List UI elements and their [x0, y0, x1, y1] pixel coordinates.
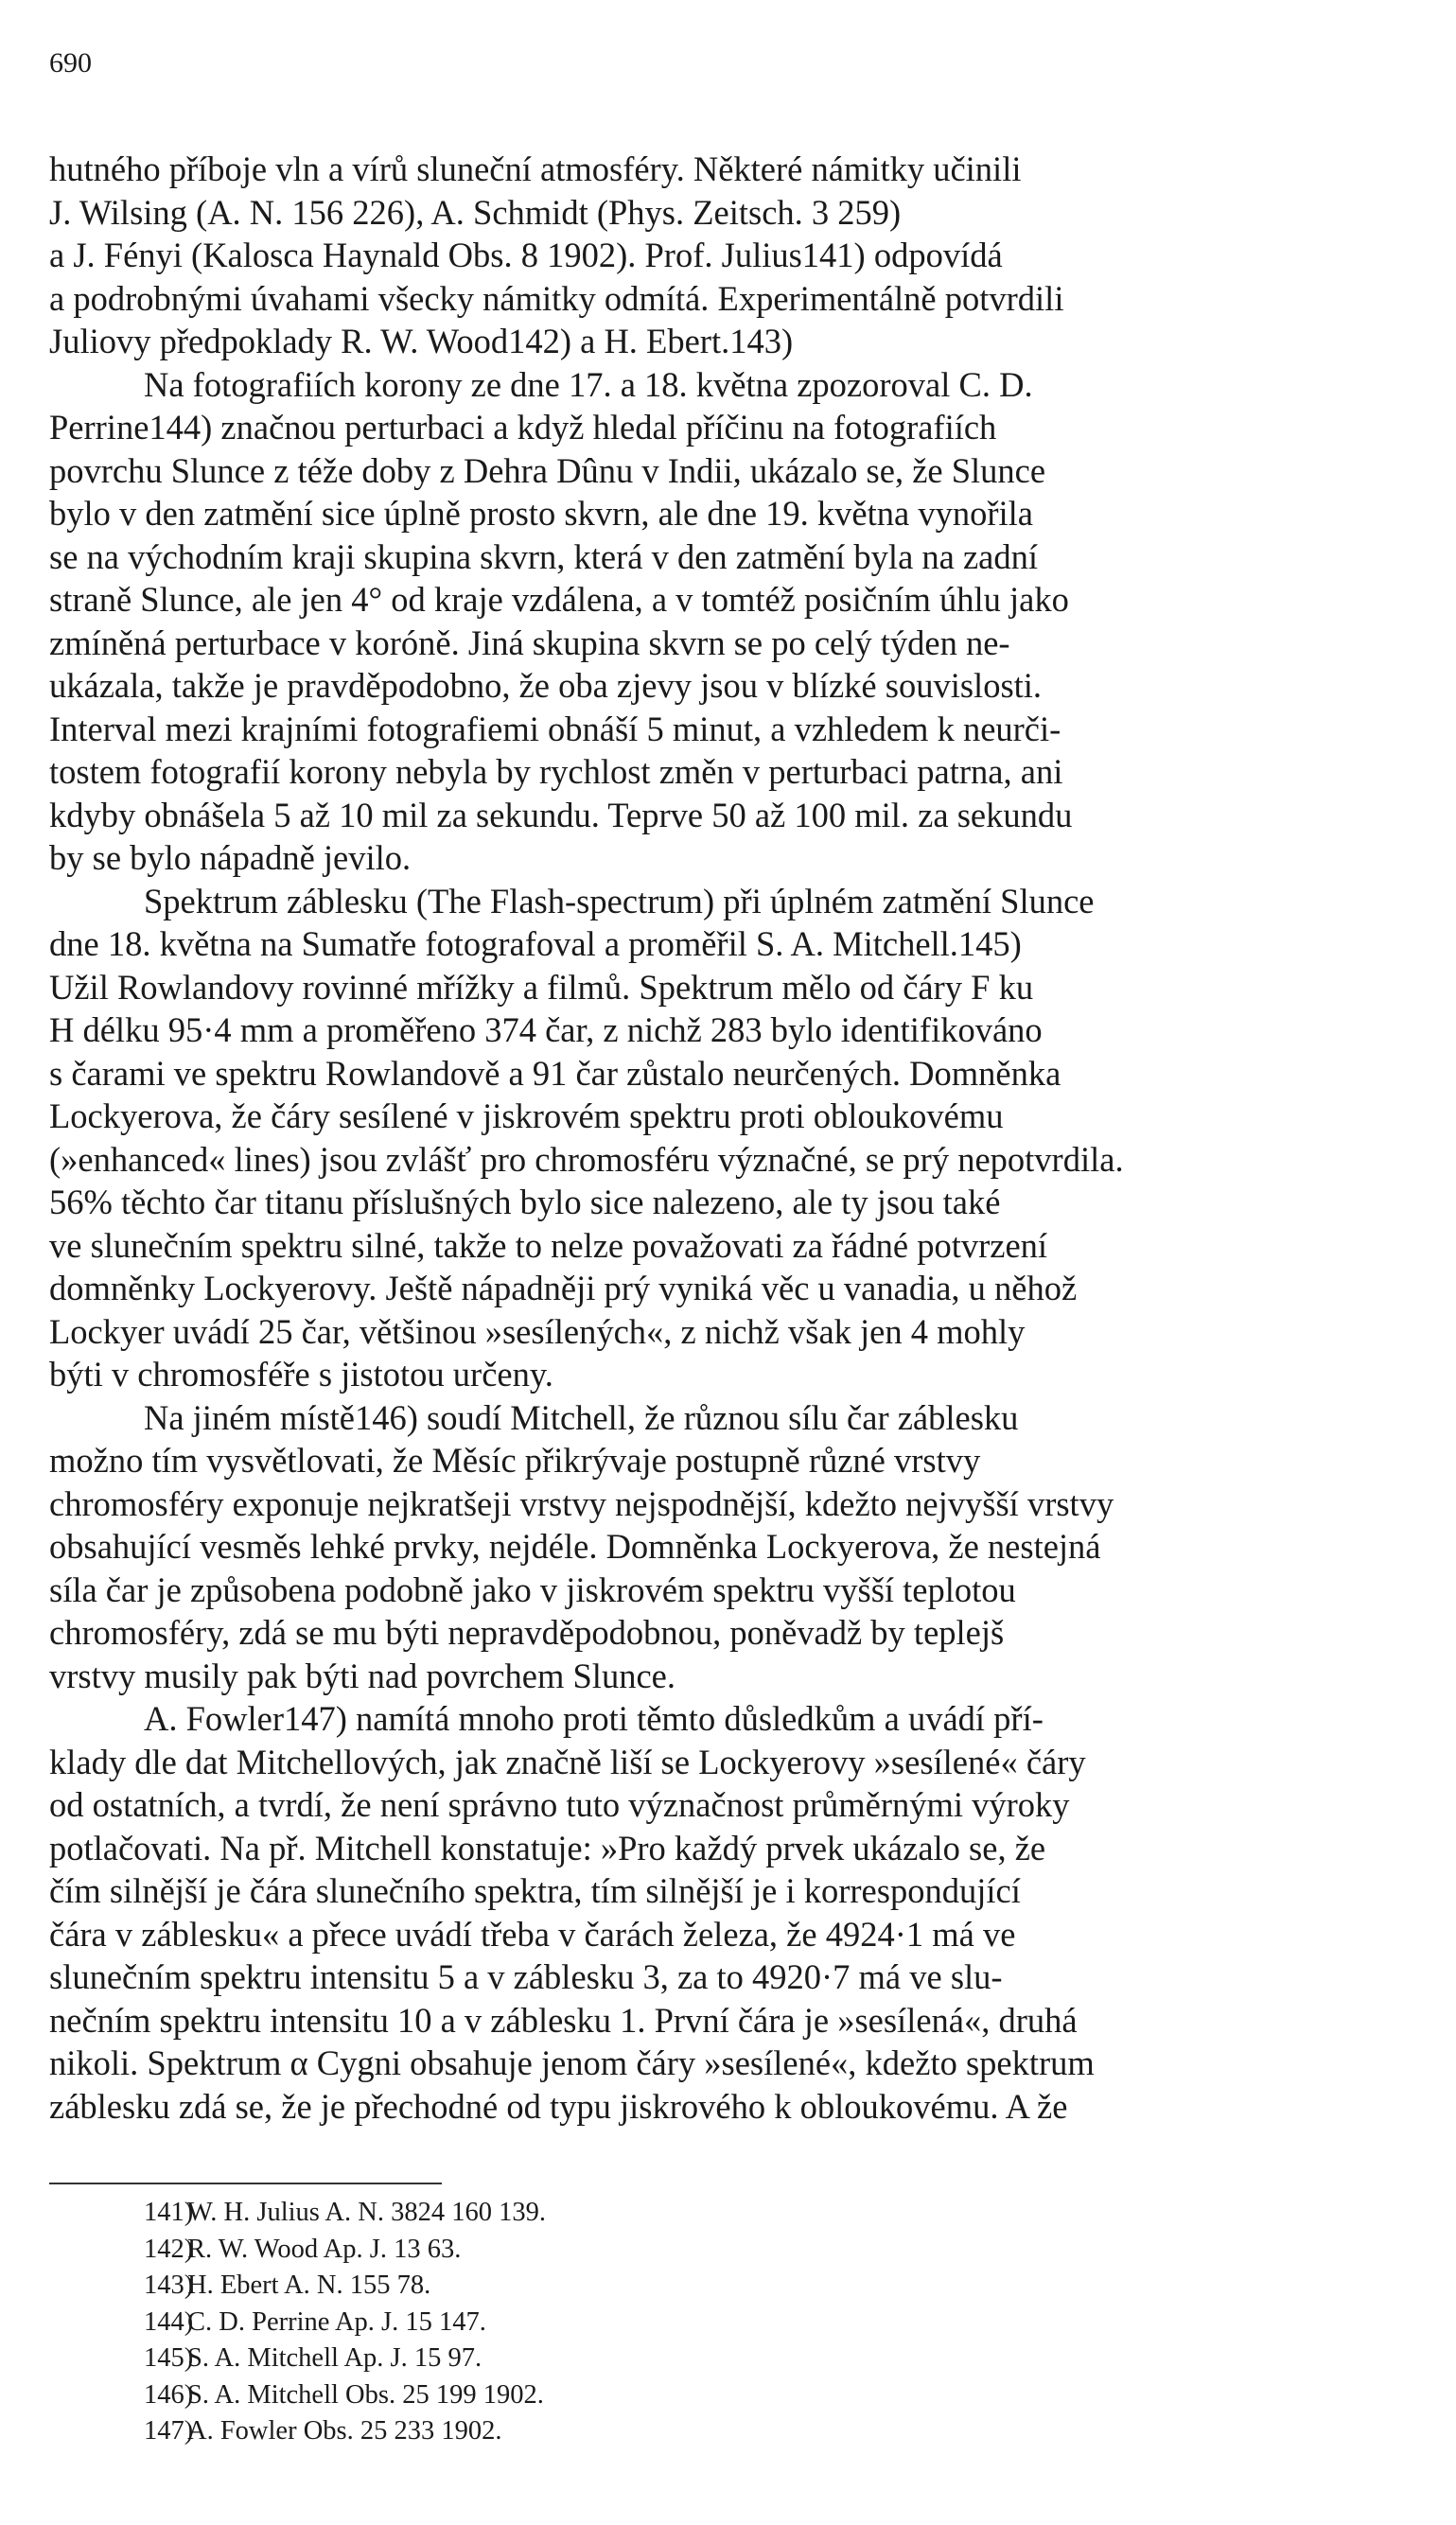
text-line: hutného příboje vln a vírů sluneční atmosféry. Některé námitky učinili: [49, 149, 1022, 188]
text-line: a podrobnými úvahami všecky námitky odmítá. Experimentálně potvrdili: [49, 278, 1064, 318]
text-line: Perrine144) značnou perturbaci a když hledal příčinu na fotografiích: [49, 408, 997, 447]
text-line: nečním spektru intensitu 10 a v záblesku 1. První čára je »sesílená«, druhá: [49, 2000, 1078, 2040]
text-line: tostem fotografií korony nebyla by rychlost změn v perturbaci patrna, ani: [49, 752, 1063, 791]
text-line: vrstvy musily pak býti nad povrchem Slunce.: [49, 1656, 675, 1695]
text-line: klady dle dat Mitchellových, jak značně liší se Lockyerovy »sesílené« čáry: [49, 1742, 1086, 1781]
footnote-text: A. Fowler Obs. 25 233 1902.: [187, 2416, 502, 2446]
text-line: se na východním kraji skupina skvrn, která v den zatmění byla na zadní: [49, 536, 1039, 576]
text-line: 56% těchto čar titanu příslušných bylo sice nalezeno, ale ty jsou také: [49, 1183, 1001, 1221]
text-line: bylo v den zatmění sice úplně prosto skvrn, ale dne 19. května vynořila: [49, 494, 1033, 533]
footnote: [144, 2377, 995, 2414]
text-line: obsahující vesměs lehké prvky, nejdéle. Domněnka Lockyerova, že nestejná: [49, 1527, 1101, 1566]
text-line: J. Wilsing (A. N. 156 226), A. Schmidt (Phys. Zeitsch. 3 259): [49, 192, 902, 232]
text-line: zmíněná perturbace v koróně. Jiná skupina skvrn se po celý týden ne-: [49, 622, 1010, 662]
text-line: povrchu Slunce z téže doby z Dehra Dûnu v Indii, ukázalo se, že Slunce: [49, 450, 1046, 490]
footnote-number: 141): [144, 2198, 194, 2227]
text-line: možno tím vysvětlovati, že Měsíc přikrývaje postupně různé vrstvy: [49, 1441, 981, 1480]
footnote-number: 147): [144, 2416, 194, 2446]
text-line: Na fotografiích korony ze dne 17. a 18. května zpozoroval C. D.: [144, 364, 1033, 404]
footnote: [144, 2232, 995, 2269]
text-line: záblesku zdá se, že je přechodné od typu jiskrového k obloukovému. A že: [49, 2086, 1068, 2126]
page-number: 690: [49, 47, 92, 79]
footnote-text: S. A. Mitchell Ap. J. 15 97.: [187, 2343, 482, 2373]
text-line: domněnky Lockyerovy. Ještě nápadněji prý vyniká věc u vanadia, u něhož: [49, 1269, 1078, 1307]
text-line: by se bylo nápadně jevilo.: [49, 838, 412, 877]
footnote: [144, 2305, 995, 2341]
text-line: ukázala, takže je pravděpodobno, že oba zjevy jsou v blízké souvislosti.: [49, 666, 1043, 705]
text-line: síla čar je způsobena podobně jako v jiskrovém spektru vyšší teplotou: [49, 1569, 1016, 1609]
text-line: chromosféry, zdá se mu býti nepravděpodobnou, poněvadž by teplejš: [49, 1613, 1005, 1652]
footnote-number: 146): [144, 2379, 194, 2410]
text-line: Na jiném místě146) soudí Mitchell, že různou sílu čar záblesku: [144, 1397, 1019, 1437]
footnote: [144, 2413, 995, 2450]
text-line: Interval mezi krajními fotografiemi obnáší 5 minut, a vzhledem k neurči-: [49, 709, 1061, 748]
footnote-text: W. H. Julius A. N. 3824 160 139.: [187, 2198, 546, 2227]
footnote-number: 142): [144, 2234, 194, 2264]
text-line: (»enhanced« lines) jsou zvlášť pro chromosféru význačné, se prý nepotvrdila.: [49, 1139, 1124, 1179]
text-line: A. Fowler147) namítá mnoho proti těmto důsledkům a uvádí pří-: [144, 1699, 1044, 1738]
footnote-number: 144): [144, 2306, 194, 2337]
text-line: čím silnější je čára slunečního spektra, tím silnější je i korrespondující: [49, 1871, 1021, 1910]
text-line: nikoli. Spektrum α Cygni obsahuje jenom čáry »sesílené«, kdežto spektrum: [49, 2043, 1095, 2082]
text-line: Juliovy předpoklady R. W. Wood142) a H. Ebert.143): [49, 322, 794, 360]
footnote-divider: [49, 2183, 442, 2184]
text-line: kdyby obnášela 5 až 10 mil za sekundu. Teprve 50 až 100 mil. za sekundu: [49, 795, 1073, 834]
footnotes: [144, 2195, 995, 2450]
text-line: býti v chromosféře s jistotou určeny.: [49, 1355, 553, 1394]
text-line: chromosféry exponuje nejkratšeji vrstvy nejspodnější, kdežto nejvyšší vrstvy: [49, 1483, 1114, 1523]
text-line: a J. Fényi (Kalosca Haynald Obs. 8 1902). Prof. Julius141) odpovídá: [49, 236, 1003, 274]
body-text: [49, 148, 1415, 2128]
text-line: čára v záblesku« a přece uvádí třeba v čarách železa, že 4924·1 má ve: [49, 1914, 1016, 1954]
footnote: [144, 2195, 995, 2232]
text-line: s čarami ve spektru Rowlandově a 91 čar zůstalo neurčených. Domněnka: [49, 1053, 1061, 1093]
footnote-number: 143): [144, 2271, 194, 2300]
footnote: [144, 2341, 995, 2377]
footnote-text: S. A. Mitchell Obs. 25 199 1902.: [187, 2379, 544, 2410]
text-line: potlačovati. Na př. Mitchell konstatuje: »Pro každý prvek ukázalo se, že: [49, 1828, 1046, 1867]
text-line: H délku 95·4 mm a proměřeno 374 čar, z nichž 283 bylo identifikováno: [49, 1010, 1043, 1049]
footnote-text: C. D. Perrine Ap. J. 15 147.: [187, 2306, 486, 2337]
text-line: od ostatních, a tvrdí, že není správno tuto význačnost průměrnými výroky: [49, 1785, 1070, 1824]
text-line: ve slunečním spektru silné, takže to nelze považovati za řádné potvrzení: [49, 1225, 1048, 1265]
text-line: Užil Rowlandovy rovinné mřížky a filmů. Spektrum mělo od čáry F ku: [49, 967, 1034, 1007]
footnote-text: R. W. Wood Ap. J. 13 63.: [187, 2234, 462, 2264]
footnote-number: 145): [144, 2343, 194, 2373]
footnote: [144, 2268, 995, 2305]
text-line: Lockyer uvádí 25 čar, většinou »sesílených«, z nichž však jen 4 mohly: [49, 1311, 1026, 1351]
text-line: slunečním spektru intensitu 5 a v záblesku 3, za to 4920·7 má ve slu-: [49, 1957, 1003, 1996]
text-line: Lockyerova, že čáry sesílené v jiskrovém spektru proti obloukovému: [49, 1096, 1004, 1135]
footnote-text: H. Ebert A. N. 155 78.: [187, 2271, 431, 2300]
text-line: straně Slunce, ale jen 4° od kraje vzdálena, a v tomtéž posičním úhlu jako: [49, 580, 1069, 619]
text-line: Spektrum záblesku (The Flash-spectrum) při úplném zatmění Slunce: [144, 881, 1095, 921]
text-line: dne 18. května na Sumatře fotografoval a proměřil S. A. Mitchell.145): [49, 924, 1022, 963]
